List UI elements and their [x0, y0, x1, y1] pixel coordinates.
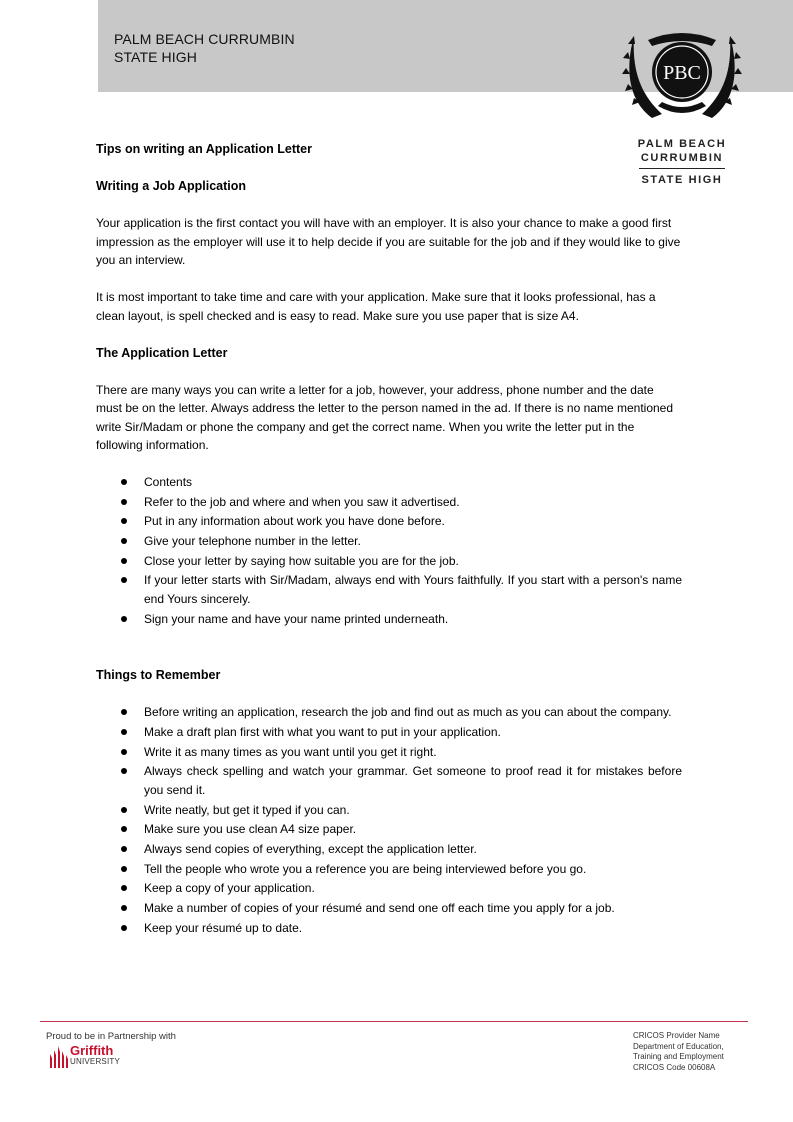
list-item: Make sure you use clean A4 size paper.	[96, 820, 682, 839]
list-item: Keep your résumé up to date.	[96, 919, 682, 938]
list-item: Refer to the job and where and when you saw it advertised.	[96, 493, 682, 512]
list-item: Tell the people who wrote you a reference you are being interviewed before you go.	[96, 860, 682, 879]
crest-text-line2: CURRUMBIN	[640, 152, 724, 164]
cricos-line: Training and Employment	[633, 1052, 724, 1061]
cricos-line: CRICOS Provider Name	[633, 1031, 720, 1040]
cricos-line: CRICOS Code 00608A	[633, 1062, 716, 1072]
school-name-line2: STATE HIGH	[114, 49, 197, 65]
section-heading-things-to-remember: Things to Remember	[96, 668, 221, 683]
paragraph-first-contact: Your application is the first contact you will have with an employer. It is also your chance to make a good first impression as the employer will use it to help decide if you are suitable for the job and if they would like to give you an interview.	[96, 216, 681, 267]
section-heading-job-application: Writing a Job Application	[96, 179, 246, 193]
school-crest-logo	[622, 22, 742, 122]
document-title: Tips on writing an Application Letter	[96, 142, 312, 156]
griffith-university-label: UNIVERSITY	[70, 1057, 121, 1066]
list-item: Close your letter by saying how suitable you are for the job.	[96, 552, 682, 571]
list-item: Before writing an application, research the job and find out as much as you can about the company.	[96, 703, 682, 722]
list-item: Give your telephone number in the letter.	[96, 532, 682, 551]
school-name-line1: PALM BEACH CURRUMBIN	[114, 31, 295, 47]
list-item: Always check spelling and watch your grammar. Get someone to proof read it for mistakes before you send it.	[96, 762, 682, 799]
letter-info-list	[96, 473, 682, 628]
paragraph-letter-ways: There are many ways you can write a letter for a job, however, your address, phone number and the date must be on the letter. Always address the letter to the person named in the ad. If there is no name mentioned write Sir/Madam or phone the company and get the correct name. When you write the letter put in the following information.	[96, 382, 674, 452]
crest-text-line1: PALM BEACH	[637, 138, 727, 150]
section-heading-application-letter: The Application Letter	[96, 345, 228, 360]
list-item: Make a draft plan first with what you want to put in your application.	[96, 723, 682, 742]
list-item: Sign your name and have your name printed underneath.	[96, 610, 682, 629]
list-item: If your letter starts with Sir/Madam, always end with Yours faithfully. If you start with a person's name end Yours sincerely.	[96, 571, 682, 608]
cricos-info	[633, 1031, 724, 1073]
list-item: Make a number of copies of your résumé and send one off each time you apply for a job.	[96, 899, 682, 918]
crest-text-line3: STATE HIGH	[641, 174, 723, 186]
list-item: Always send copies of everything, except the application letter.	[96, 840, 682, 859]
list-item: Keep a copy of your application.	[96, 879, 682, 898]
list-item: Put in any information about work you have done before.	[96, 512, 682, 531]
document-body	[96, 140, 682, 938]
partnership-text: Proud to be in Partnership with	[46, 1031, 176, 1042]
paragraph-take-care: It is most important to take time and care with your application. Make sure that it looks professional, has a clean layout, is spell checked and is easy to read. Make sure you use paper that is size A4.	[96, 290, 656, 323]
remember-list	[96, 703, 682, 937]
footer-divider	[40, 1021, 748, 1022]
school-name	[114, 30, 295, 66]
griffith-name: Griffith	[70, 1043, 114, 1058]
list-item: Write neatly, but get it typed if you can.	[96, 801, 682, 820]
list-item: Contents	[96, 473, 682, 492]
griffith-flame-icon	[48, 1046, 68, 1068]
crest-initials: PBC	[663, 62, 701, 84]
cricos-line: Department of Education,	[633, 1041, 724, 1051]
griffith-university-logo	[48, 1044, 138, 1070]
list-item: Write it as many times as you want until you get it right.	[96, 743, 682, 762]
